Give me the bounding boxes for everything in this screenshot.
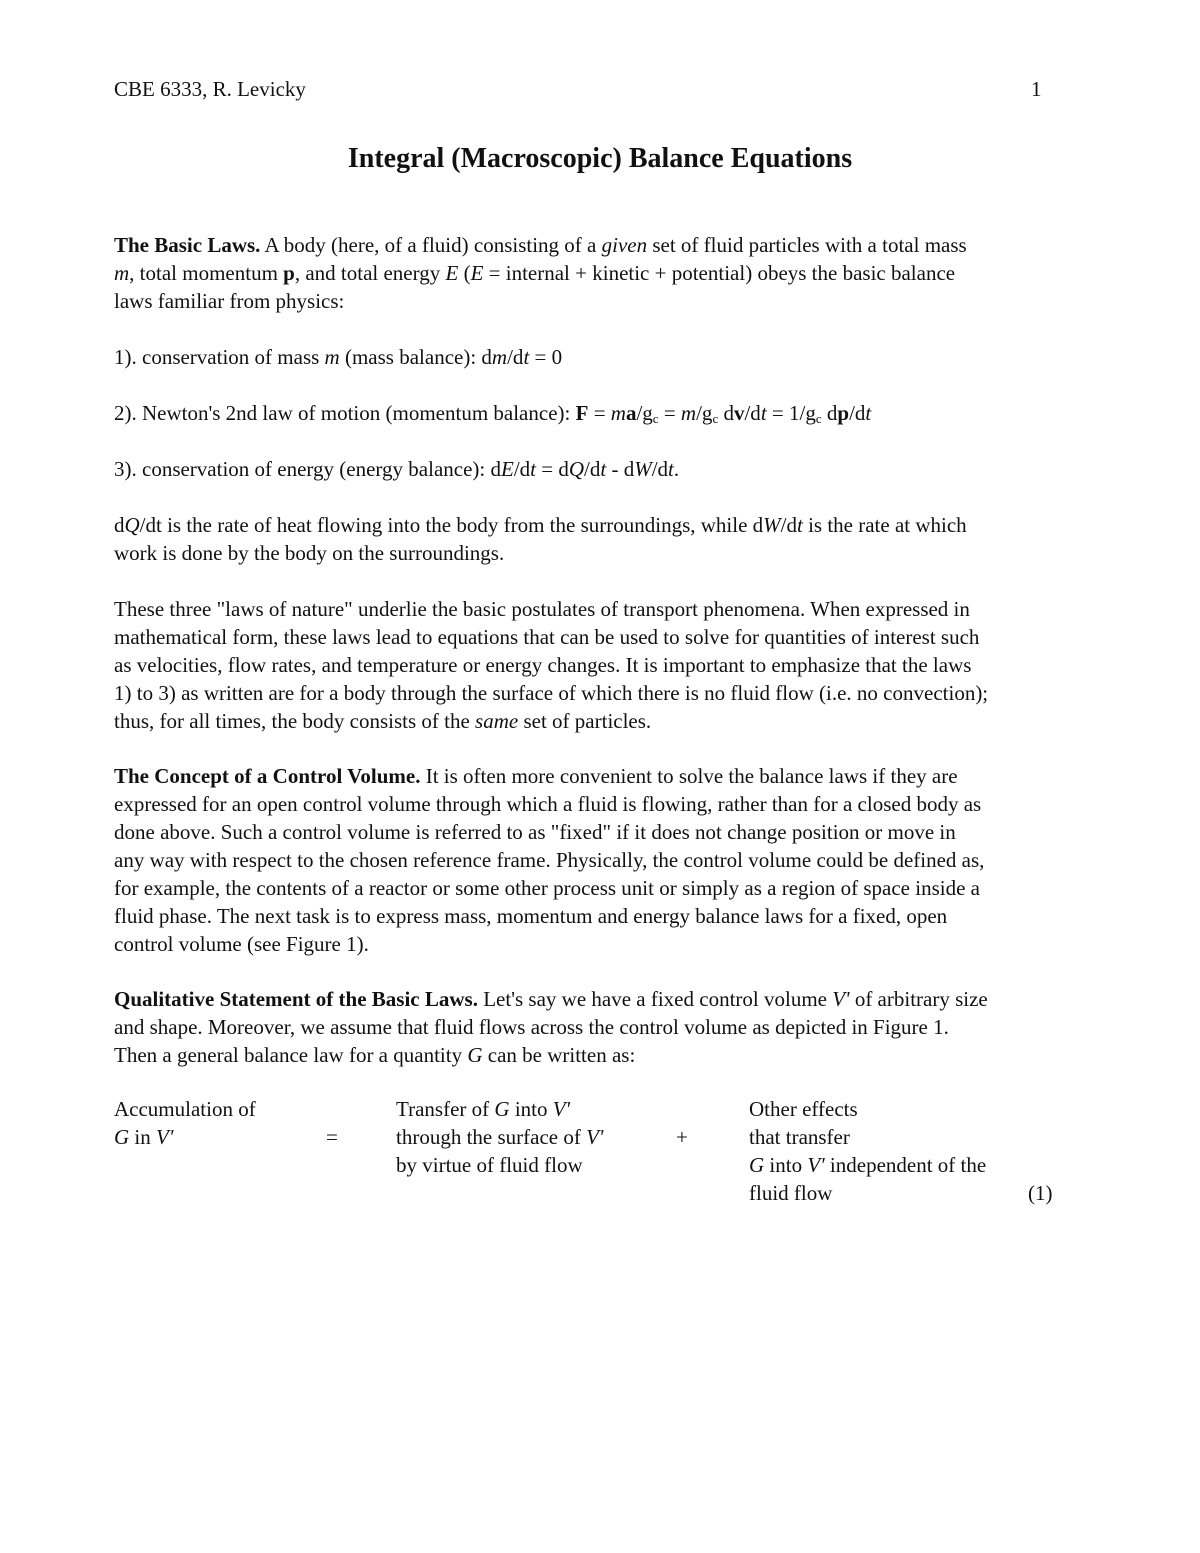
laws-para-line-4: 1) to 3) as written are for a body through the surface of which there is no fluid flow (i.e. no convection); [114, 681, 989, 705]
laws-para-line-1: These three "laws of nature" underlie the basic postulates of transport phenomena. When expressed in [114, 597, 970, 621]
basic-laws-line-3: laws familiar from physics: [114, 289, 345, 313]
eq-left-line-1: Accumulation of [114, 1097, 256, 1121]
basic-laws-line-2: m, total momentum p, and total energy E (E = internal + kinetic + potential) obeys the basic balance [114, 261, 956, 285]
eq-right-line-4: fluid flow [749, 1181, 833, 1205]
page-number: 1 [1031, 77, 1042, 101]
eq-mid-line-2: through the surface of V' [396, 1125, 604, 1149]
qualitative-line-3: Then a general balance law for a quantity G can be written as: [114, 1043, 636, 1067]
law-1-mass: 1). conservation of mass m (mass balance): dm/dt = 0 [114, 345, 563, 369]
law-3-energy: 3). conservation of energy (energy balance): dE/dt = dQ/dt - dW/dt. [114, 457, 680, 481]
control-volume-heading: The Concept of a Control Volume. [114, 764, 421, 788]
control-volume-line-4: any way with respect to the chosen reference frame. Physically, the control volume could be defined as, [114, 848, 985, 872]
eq-right-line-3: G into V' independent of the [749, 1153, 987, 1177]
eq-mid-line-1: Transfer of G into V' [396, 1097, 571, 1121]
basic-laws-line-1: The Basic Laws. A body (here, of a fluid) consisting of a given set of fluid particles with a total mass [114, 233, 967, 257]
law-2-momentum: 2). Newton's 2nd law of motion (momentum balance): $F = ma/g_c = m/g_c$ $dv/dt = 1/g_c$ dp/dt [114, 401, 872, 426]
control-volume-line-3: done above. Such a control volume is referred to as "fixed" if it does not change position or move in [114, 820, 956, 844]
laws-para-line-3: as velocities, flow rates, and temperature or energy changes. It is important to emphasize that the laws [114, 653, 972, 677]
page-title: Integral (Macroscopic) Balance Equations [347, 143, 853, 174]
header-course: CBE 6333, R. Levicky [114, 77, 306, 101]
equation-number: (1) [1028, 1181, 1053, 1205]
control-volume-line-2: expressed for an open control volume through which a fluid is flowing, rather than for a closed body as [114, 792, 982, 816]
control-volume-line-7: control volume (see Figure 1). [114, 932, 369, 956]
eq-right-line-2: that transfer [749, 1125, 850, 1149]
control-volume-line-6: fluid phase. The next task is to express mass, momentum and energy balance laws for a fixed, open [114, 904, 948, 928]
heat-para-line-2: work is done by the body on the surroundings. [114, 541, 505, 565]
eq-right-line-1: Other effects [749, 1097, 858, 1121]
eq-mid-line-3: by virtue of fluid flow [396, 1153, 583, 1177]
heat-para-line-1: dQ/dt is the rate of heat flowing into the body from the surroundings, while dW/dt is the rate at which [114, 513, 967, 537]
basic-laws-heading: The Basic Laws. [114, 233, 261, 257]
eq-equals-sign: = [326, 1125, 338, 1149]
eq-left-line-2: G in V' [114, 1125, 174, 1149]
control-volume-line-5: for example, the contents of a reactor or some other process unit or simply as a region of space inside a [114, 876, 980, 900]
control-volume-line-1: The Concept of a Control Volume. It is often more convenient to solve the balance laws if they are [114, 764, 958, 788]
qualitative-heading: Qualitative Statement of the Basic Laws. [114, 987, 478, 1011]
qualitative-line-2: and shape. Moreover, we assume that fluid flows across the control volume as depicted in Figure 1. [114, 1015, 949, 1039]
qualitative-line-1: Qualitative Statement of the Basic Laws. Let's say we have a fixed control volume V' of arbitrary size [114, 987, 988, 1011]
eq-plus-sign: + [676, 1125, 688, 1149]
laws-para-line-5: thus, for all times, the body consists of the same set of particles. [114, 709, 652, 733]
laws-para-line-2: mathematical form, these laws lead to equations that can be used to solve for quantities of interest such [114, 625, 980, 649]
